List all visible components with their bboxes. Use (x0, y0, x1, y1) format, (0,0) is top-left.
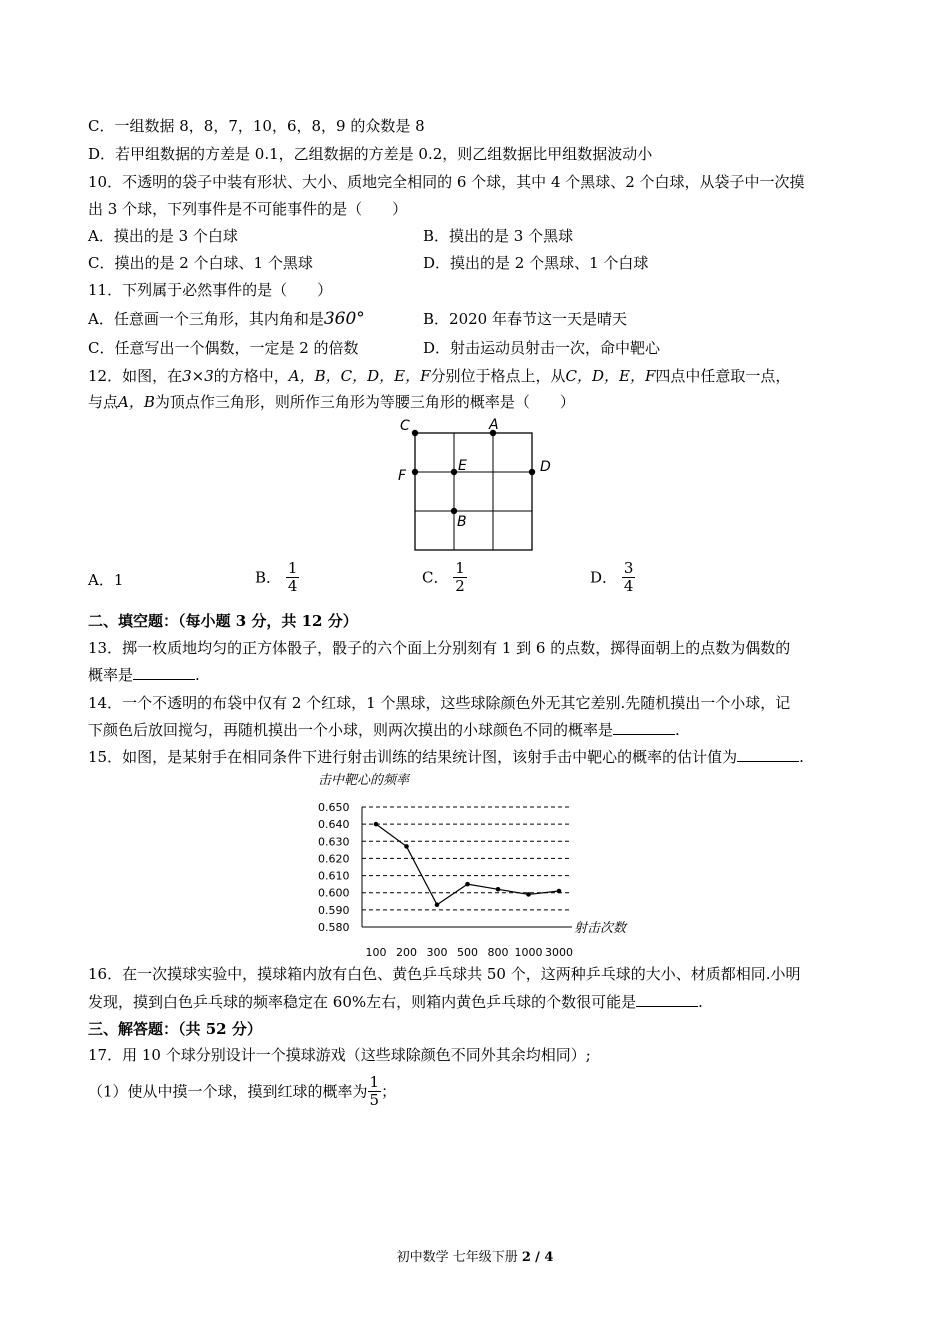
q14-stem-line2: 下颜色后放回搅匀，再随机摸出一个小球，则两次摸出的小球颜色不同的概率是 . (88, 721, 680, 739)
section-2-heading: 二、填空题：（每小题 3 分，共 12 分） (88, 612, 358, 630)
fraction-numerator: 1 (369, 1073, 380, 1091)
point-e (451, 469, 457, 475)
chart-xtick-label: 100 (365, 946, 387, 959)
q11-angle-value: 360° (323, 309, 365, 329)
q11-option-b: B．2020 年春节这一天是晴天 (423, 310, 627, 328)
label-f: F (398, 468, 407, 484)
q14-text: 下颜色后放回搅匀，再随机摸出一个小球，则两次摸出的小球颜色不同的概率是 (88, 721, 614, 739)
chart-ytick-label: 0.650 (318, 801, 350, 814)
chart-xtick-label: 300 (426, 946, 448, 959)
chart-xlabel: 射击次数 (574, 921, 627, 936)
footer-page-total: 4 (544, 1250, 554, 1265)
q10-stem-line2: 出 3 个球，下列事件是不可能事件的是（ ） (88, 200, 408, 218)
q12-option-c-fraction (453, 560, 467, 595)
fraction-denominator: 2 (455, 577, 465, 595)
q11-option-d: D．射击运动员射击一次，命中靶心 (423, 339, 661, 357)
q12-option-c (422, 560, 467, 595)
q12-stem-line2 (88, 393, 575, 411)
chart-xtick-label: 800 (487, 946, 509, 959)
q12-option-d-fraction (622, 560, 636, 595)
chart-point (404, 844, 409, 849)
q12-points-1: A，B，C，D，E，F (288, 367, 431, 385)
q17-stem: 17．用 10 个球分别设计一个摸球游戏（这些球除颜色不同外其余均相同）; (88, 1046, 591, 1064)
chart-point (465, 882, 470, 887)
footer-page-number: 2 (521, 1250, 531, 1265)
chart-xtick-label: 500 (457, 946, 478, 959)
q12-grid-size: 3×3 (182, 367, 214, 385)
q12-text-5: 与点 (88, 393, 119, 411)
chart-xtick-label: 200 (396, 946, 417, 959)
q17-fraction (368, 1074, 382, 1109)
chart-ytick-label: 0.630 (318, 835, 350, 849)
q10-option-a: A．摸出的是 3 个白球 (88, 227, 238, 245)
q14-answer-blank[interactable] (613, 721, 675, 735)
q12-option-a: A．1 (88, 571, 124, 589)
chart-ytick-label: 0.640 (318, 818, 350, 832)
q9-option-d: D．若甲组数据的方差是 0.1，乙组数据的方差是 0.2，则乙组数据比甲组数据波动小 (88, 145, 653, 163)
q13-stem-line1: 13．掷一枚质地均匀的正方体骰子，骰子的六个面上分别刻有 1 到 6 的点数，掷得面朝上的点数为偶数的 (88, 639, 791, 657)
q13-text: 概率是 (88, 666, 134, 684)
chart-point (557, 889, 562, 894)
q12-option-b (255, 560, 299, 595)
chart-point (496, 887, 501, 892)
q12-option-c-label: C． (422, 568, 449, 587)
q12-text-1: 12．如图，在 (88, 367, 183, 385)
q12-option-b-fraction (286, 560, 300, 595)
q11-option-a-text: A．任意画一个三角形，其内角和是 (88, 310, 324, 328)
q14-stem-line1: 14．一个不透明的布袋中仅有 2 个红球，1 个黑球，这些球除颜色外无其它差别.先随机摸出一个小球，记 (88, 694, 791, 712)
chart-point (526, 892, 531, 897)
chart-ytick-label: 0.580 (318, 921, 350, 934)
q17-part-1-end: ； (381, 1082, 397, 1101)
chart-xtick-label: 3000 (545, 946, 573, 959)
q12-option-b-label: B． (255, 568, 282, 587)
q16-stem-line2: 发现，摸到白色乒乓球的频率稳定在 60%左右，则箱内黄色乒乓球的个数很可能是 . (88, 993, 703, 1011)
q12-option-d-label: D． (590, 568, 618, 587)
label-b: B (457, 514, 467, 530)
label-e: E (458, 458, 467, 474)
fraction-numerator: 3 (623, 559, 634, 577)
chart-title: 击中靶心的频率 (318, 773, 410, 788)
q13-answer-blank[interactable] (133, 666, 195, 680)
fraction-denominator: 4 (623, 577, 634, 595)
chart-point (435, 902, 440, 907)
page-footer: 初中数学 七年级下册 2 / 4 (396, 1250, 554, 1265)
q17-part-1 (88, 1074, 396, 1109)
q16-stem-line1: 16．在一次摸球实验中，摸球箱内放有白色、黄色乒乓球共 50 个，这两种乒乓球的大小、材质都相同.小明 (88, 965, 801, 983)
q12-text-6: 为顶点作三角形，则所作三角形为等腰三角形的概率是（ ） (154, 393, 575, 411)
q12-option-d (590, 560, 635, 595)
q12-text-4: 四点中任意取一点， (655, 367, 791, 385)
label-c: C (400, 418, 410, 434)
chart-ytick-label: 0.590 (318, 903, 350, 917)
q10-option-d: D．摸出的是 2 个黑球、1 个白球 (423, 254, 649, 272)
chart-ytick-label: 0.610 (318, 869, 350, 883)
q12-text-2: 的方格中， (213, 367, 289, 385)
label-a: A (489, 417, 499, 433)
q10-option-c: C．摸出的是 2 个白球、1 个黑球 (88, 254, 313, 272)
q11-stem: 11．下列属于必然事件的是（ ） (88, 281, 333, 299)
point-f (412, 469, 418, 475)
fraction-numerator: 1 (455, 559, 465, 577)
q11-option-c: C．任意写出一个偶数，一定是 2 的倍数 (88, 339, 359, 357)
point-d (529, 469, 535, 475)
point-c (412, 430, 418, 436)
q9-option-c: C．一组数据 8，8，7，10，6，8，9 的众数是 8 (88, 117, 425, 135)
q15-stem: 15．如图，是某射手在相同条件下进行射击训练的结果统计图，该射手击中靶心的概率的估计值为 . (88, 748, 804, 766)
q15-text: 15．如图，是某射手在相同条件下进行射击训练的结果统计图，该射手击中靶心的概率的估计值为 (88, 748, 738, 766)
q12-points-2: C，D，E，F (565, 367, 656, 385)
q17-part-1-text: （1）使从中摸一个球，摸到红球的概率为 (88, 1082, 368, 1101)
q16-text: 发现，摸到白色乒乓球的频率稳定在 60%左右，则箱内黄色乒乓球的个数很可能是 (88, 993, 637, 1011)
shooting-frequency-chart (310, 770, 640, 965)
q16-answer-blank[interactable] (636, 993, 698, 1007)
q10-option-b: B．摸出的是 3 个黑球 (423, 227, 574, 245)
q12-stem-line1 (88, 367, 790, 385)
q15-answer-blank[interactable] (737, 748, 799, 762)
label-d: D (540, 459, 551, 475)
fraction-denominator: 5 (369, 1091, 380, 1109)
footer-title: 初中数学 七年级下册 (396, 1250, 518, 1265)
chart-point (374, 822, 379, 827)
fraction-denominator: 4 (287, 577, 298, 595)
q11-option-a (88, 310, 365, 328)
q12-text-3: 分别位于格点上，从 (430, 367, 566, 385)
q13-stem-line2: 概率是 . (88, 666, 200, 684)
chart-ytick-label: 0.600 (318, 886, 350, 900)
chart-ytick-label: 0.620 (318, 852, 350, 866)
q12-points-3: A，B (118, 393, 155, 411)
q10-stem-line1: 10．不透明的袋子中装有形状、大小、质地完全相同的 6 个球，其中 4 个黑球、2 个白球，从袋子中一次摸 (88, 173, 805, 191)
fraction-numerator: 1 (287, 559, 298, 577)
q12-grid-figure (392, 414, 562, 559)
chart-xtick-label: 1000 (514, 946, 543, 959)
section-3-heading: 三、解答题：（共 52 分） (88, 1020, 262, 1038)
